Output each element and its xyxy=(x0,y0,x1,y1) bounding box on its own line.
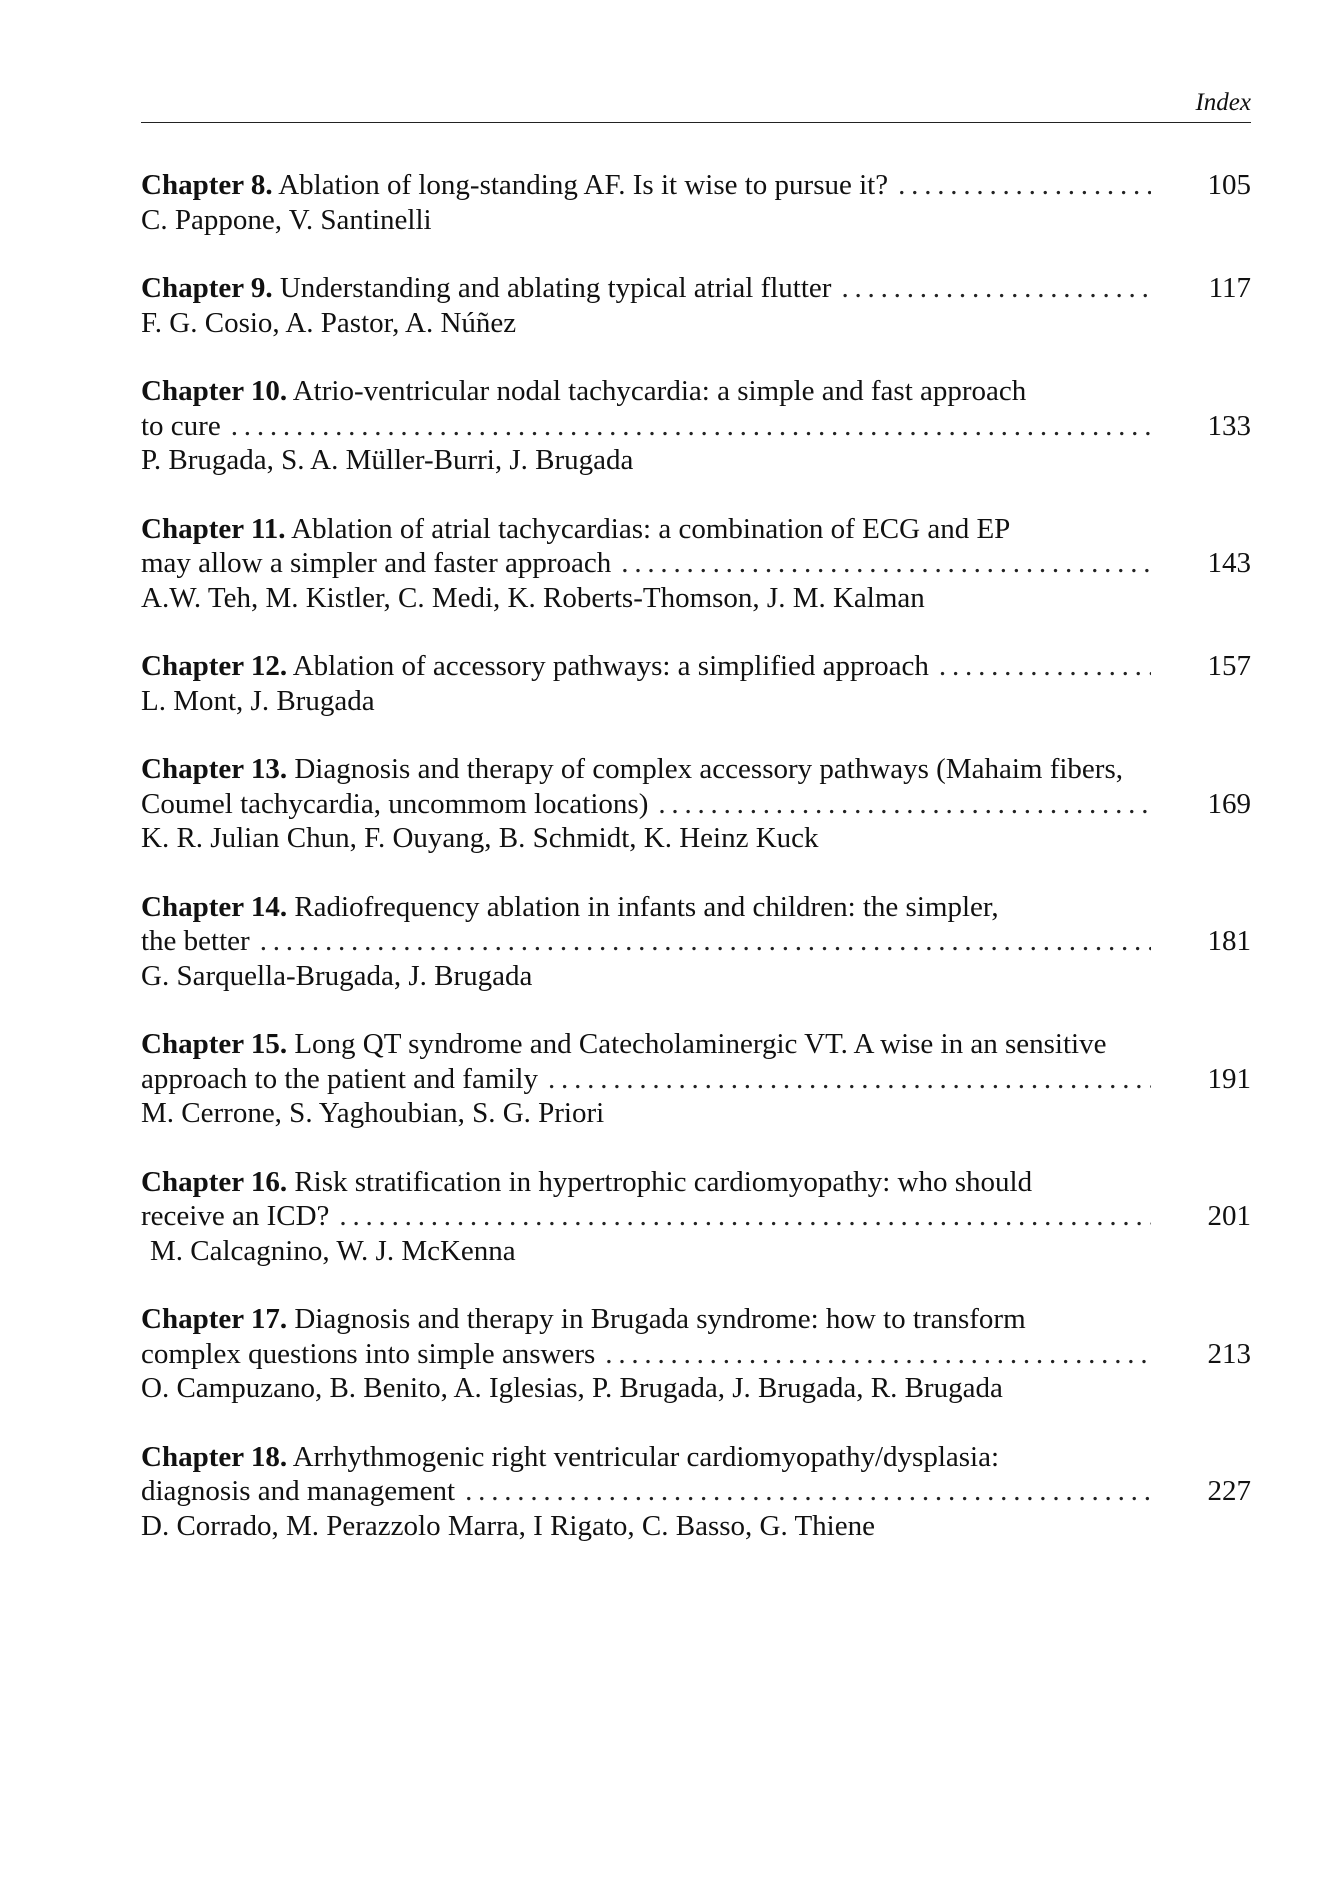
header-rule xyxy=(141,122,1251,123)
page-number: 143 xyxy=(1207,547,1251,579)
chapter-title-text xyxy=(141,546,611,581)
toc-entry xyxy=(141,1027,1251,1131)
chapter-authors: M. Cerrone, S. Yaghoubian, S. G. Priori xyxy=(141,1097,605,1129)
chapter-title-text xyxy=(141,1199,329,1234)
chapter-title: complex questions into simple answers xyxy=(141,1337,596,1370)
dot-leader xyxy=(831,271,1151,306)
chapter-title-text xyxy=(141,649,929,684)
chapter-label: Chapter 10. xyxy=(141,375,288,407)
toc-entry xyxy=(141,168,1251,237)
chapter-title-line xyxy=(141,1165,1251,1200)
chapter-authors: C. Pappone, V. Santinelli xyxy=(141,203,432,236)
chapter-title: Coumel tachycardia, uncommom locations) xyxy=(141,787,649,820)
chapter-title: Ablation of accessory pathways: a simplified approach xyxy=(292,650,929,682)
toc-entry xyxy=(141,752,1251,856)
chapter-title-line xyxy=(141,1027,1251,1062)
toc-entry xyxy=(141,890,1251,994)
chapter-title-line xyxy=(141,546,1251,581)
page-number: 133 xyxy=(1207,409,1251,442)
chapter-label: Chapter 14. xyxy=(141,890,288,923)
toc-entry xyxy=(141,1165,1251,1269)
chapter-title: receive an ICD? xyxy=(141,1200,330,1232)
chapter-authors: D. Corrado, M. Perazzolo Marra, I Rigato, C. Basso, G. Thiene xyxy=(141,1509,875,1542)
chapter-title-line xyxy=(141,512,1251,547)
dot-leader xyxy=(538,1062,1151,1097)
chapter-title-line xyxy=(141,1474,1251,1509)
chapter-title: Radiofrequency ablation in infants and children: the simpler, xyxy=(294,890,999,923)
toc-entry xyxy=(141,374,1251,478)
chapter-authors: K. R. Julian Chun, F. Ouyang, B. Schmidt, K. Heinz Kuck xyxy=(141,822,819,854)
chapter-title: Diagnosis and therapy of complex accessory pathways (Mahaim fibers, xyxy=(294,753,1123,785)
page-number: 201 xyxy=(1207,1200,1251,1232)
chapter-title-line xyxy=(141,649,1251,684)
toc-entry xyxy=(141,1302,1251,1406)
page-number: 191 xyxy=(1207,1062,1251,1095)
dot-leader xyxy=(595,1337,1151,1372)
chapter-title-text xyxy=(141,753,1123,785)
chapter-title: Risk stratification in hypertrophic cardiomyopathy: who should xyxy=(294,1165,1033,1198)
chapter-authors: O. Campuzano, B. Benito, A. Iglesias, P. Brugada, J. Brugada, R. Brugada xyxy=(141,1372,1003,1404)
chapter-title-text xyxy=(141,1441,999,1473)
toc-entry xyxy=(141,512,1251,616)
chapter-label: Chapter 9. xyxy=(141,272,273,304)
chapter-title-text xyxy=(141,1337,595,1372)
chapter-title-text xyxy=(141,409,221,444)
chapter-title: Understanding and ablating typical atrial flutter xyxy=(279,272,832,304)
page-number: 181 xyxy=(1207,925,1251,957)
chapter-title-line xyxy=(141,1440,1251,1475)
chapter-label: Chapter 12. xyxy=(141,650,288,682)
chapter-title-text xyxy=(141,1028,1106,1060)
page-number: 105 xyxy=(1207,169,1251,201)
chapter-title-text xyxy=(141,891,999,923)
chapter-label: Chapter 17. xyxy=(141,1303,288,1335)
chapter-title-line xyxy=(141,1199,1251,1234)
dot-leader xyxy=(611,546,1151,581)
dot-leader xyxy=(648,787,1151,822)
chapter-label: Chapter 8. xyxy=(141,169,273,201)
running-head: Index xyxy=(1195,89,1251,116)
chapter-title: may allow a simpler and faster approach xyxy=(141,547,612,579)
page-number: 213 xyxy=(1207,1337,1251,1370)
chapter-authors: A.W. Teh, M. Kistler, C. Medi, K. Roberts-Thomson, J. M. Kalman xyxy=(141,581,925,614)
chapter-title-line xyxy=(141,168,1251,203)
chapter-title: Ablation of atrial tachycardias: a combination of ECG and EP xyxy=(291,512,1011,545)
chapter-authors: L. Mont, J. Brugada xyxy=(141,684,375,717)
chapter-title-line xyxy=(141,271,1251,306)
dot-leader xyxy=(250,924,1151,959)
chapter-title-text xyxy=(141,924,250,959)
chapter-title-text xyxy=(141,787,648,822)
chapter-label: Chapter 15. xyxy=(141,1028,288,1060)
chapter-title: Diagnosis and therapy in Brugada syndrome: how to transform xyxy=(294,1303,1026,1335)
chapter-title-text xyxy=(141,1166,1032,1198)
dot-leader xyxy=(929,649,1151,684)
dot-leader xyxy=(888,168,1151,203)
chapter-title-text xyxy=(141,168,888,203)
chapter-label: Chapter 18. xyxy=(141,1440,288,1473)
page-number: 227 xyxy=(1207,1475,1251,1507)
chapter-title-text xyxy=(141,375,1026,407)
chapter-title: Atrio-ventricular nodal tachycardia: a simple and fast approach xyxy=(292,375,1027,407)
page-number: 169 xyxy=(1207,787,1251,820)
toc-entry xyxy=(141,271,1251,340)
chapter-authors: P. Brugada, S. A. Müller-Burri, J. Brugada xyxy=(141,444,634,476)
toc-entry xyxy=(141,1440,1251,1544)
chapter-title: Arrhythmogenic right ventricular cardiomyopathy/dysplasia: xyxy=(292,1440,1000,1473)
chapter-title: Ablation of long-standing AF. Is it wise to pursue it? xyxy=(278,169,889,201)
dot-leader xyxy=(329,1199,1151,1234)
page-number: 157 xyxy=(1207,650,1251,682)
dot-leader xyxy=(455,1474,1151,1509)
dot-leader xyxy=(221,409,1151,444)
chapter-title: the better xyxy=(141,925,250,957)
chapter-title-text xyxy=(141,513,1010,545)
chapter-title-line xyxy=(141,752,1251,787)
chapter-title-line xyxy=(141,924,1251,959)
chapter-title-line xyxy=(141,1062,1251,1097)
chapter-title: to cure xyxy=(141,409,221,442)
chapter-title-line xyxy=(141,787,1251,822)
chapter-title-line xyxy=(141,409,1251,444)
chapter-label: Chapter 13. xyxy=(141,753,288,785)
page-number: 117 xyxy=(1208,272,1251,304)
chapter-title-text xyxy=(141,1303,1026,1335)
chapter-title-text xyxy=(141,1062,538,1097)
chapter-authors: M. Calcagnino, W. J. McKenna xyxy=(150,1234,516,1267)
chapter-title: Long QT syndrome and Catecholaminergic VT. A wise in an sensitive xyxy=(294,1028,1107,1060)
chapter-title-line xyxy=(141,890,1251,925)
table-of-contents xyxy=(141,168,1251,1577)
chapter-label: Chapter 11. xyxy=(141,512,286,545)
chapter-title-text xyxy=(141,1474,455,1509)
chapter-authors: G. Sarquella-Brugada, J. Brugada xyxy=(141,959,533,992)
chapter-title: diagnosis and management xyxy=(141,1475,456,1507)
chapter-label: Chapter 16. xyxy=(141,1165,288,1198)
chapter-title-line xyxy=(141,1302,1251,1337)
chapter-title-text xyxy=(141,271,831,306)
chapter-title-line xyxy=(141,1337,1251,1372)
chapter-title-line xyxy=(141,374,1251,409)
chapter-authors: F. G. Cosio, A. Pastor, A. Núñez xyxy=(141,306,517,339)
chapter-title: approach to the patient and family xyxy=(141,1062,538,1095)
toc-entry xyxy=(141,649,1251,718)
